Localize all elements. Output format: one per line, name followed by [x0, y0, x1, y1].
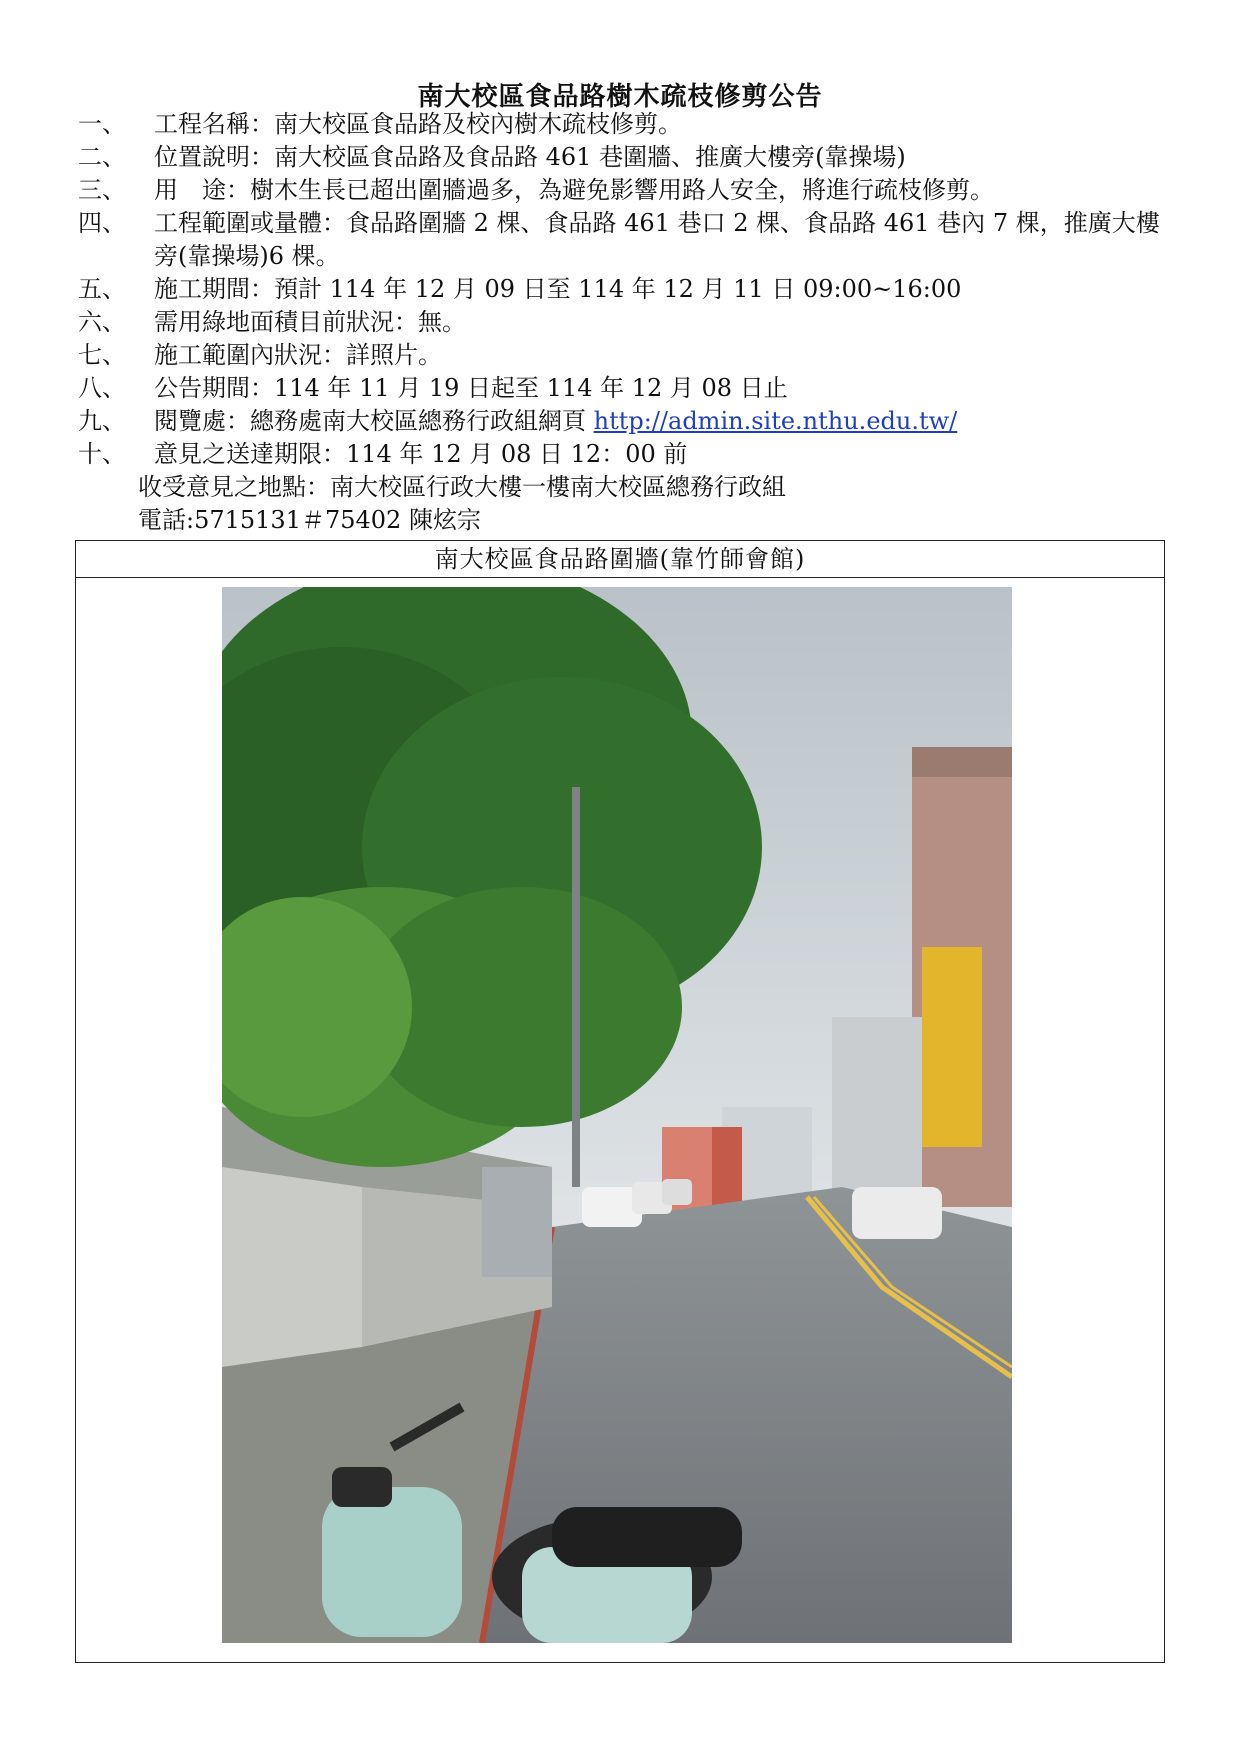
item-number: 四、 — [78, 209, 126, 237]
item-number: 八、 — [78, 374, 126, 402]
notice-item — [78, 405, 1168, 438]
notice-item — [78, 108, 1168, 141]
notice-item — [78, 207, 1168, 273]
item-text: 施工期間：預計 114 年 12 月 09 日至 114 年 12 月 11 日 09:00~16:00 — [154, 275, 962, 303]
item-text: 施工範圍內狀況：詳照片。 — [154, 341, 442, 369]
notice-item — [78, 372, 1168, 405]
contact-location: 收受意見之地點：南大校區行政大樓一樓南大校區總務行政組 — [138, 473, 786, 501]
notice-item — [78, 339, 1168, 372]
notice-items — [78, 108, 1168, 537]
item-text: 用 途：樹木生長已超出圍牆過多，為避免影響用路人安全，將進行疏枝修剪。 — [154, 176, 994, 204]
item-number: 七、 — [78, 341, 126, 369]
photo-table — [75, 540, 1165, 1663]
notice-title: 南大校區食品路樹木疏枝修剪公告 — [417, 82, 823, 112]
photo-caption: 南大校區食品路圍牆(靠竹師會館) — [76, 541, 1164, 578]
site-photo — [222, 587, 1012, 1643]
notice-item — [78, 141, 1168, 174]
contact-phone: 電話:5715131＃75402 陳炫宗 — [138, 506, 481, 534]
item-number: 九、 — [78, 407, 126, 435]
item-text: 工程範圍或量體：食品路圍牆 2 棵、食品路 461 巷口 2 棵、食品路 461 巷內 7 棵，推廣大樓旁(靠操場)6 棵。 — [154, 209, 1160, 270]
item-text: 意見之送達期限：114 年 12 月 08 日 12：00 前 — [154, 440, 688, 468]
notice-item — [78, 174, 1168, 207]
notice-item — [78, 306, 1168, 339]
website-link[interactable]: http://admin.site.nthu.edu.tw/ — [593, 407, 958, 435]
item-text: 位置說明：南大校區食品路及食品路 461 巷圍牆、推廣大樓旁(靠操場) — [154, 143, 906, 171]
item-number: 五、 — [78, 275, 126, 303]
item-text: 公告期間：114 年 11 月 19 日起至 114 年 12 月 08 日止 — [154, 374, 788, 402]
item-number: 二、 — [78, 143, 126, 171]
item-number: 六、 — [78, 308, 126, 336]
item-text: 閱覽處：總務處南大校區總務行政組網頁 — [154, 407, 594, 435]
item-number: 三、 — [78, 176, 126, 204]
item-text: 需用綠地面積目前狀況：無。 — [154, 308, 466, 336]
item-number: 十、 — [78, 440, 126, 468]
site-photo-illustration — [222, 587, 1012, 1643]
item-number: 一、 — [78, 110, 126, 138]
notice-item — [78, 438, 1168, 471]
item-text: 工程名稱：南大校區食品路及校內樹木疏枝修剪。 — [154, 110, 682, 138]
item-text-with-link — [154, 405, 1168, 438]
notice-item — [78, 273, 1168, 306]
